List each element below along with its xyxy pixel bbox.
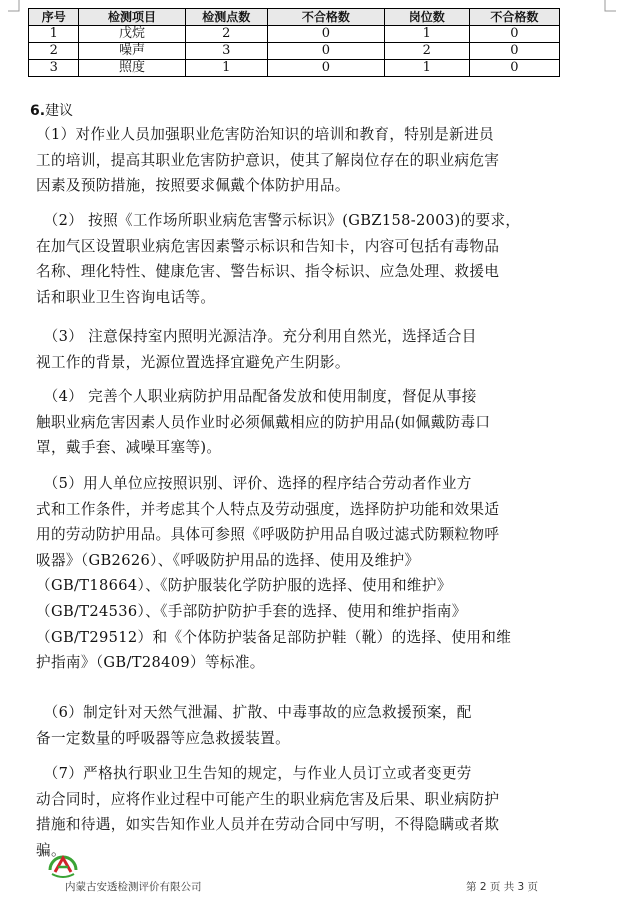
section-heading — [30, 100, 73, 120]
table-header-row — [29, 9, 560, 26]
footer-company-name: 内蒙古安透检测评价有限公司 — [65, 881, 202, 893]
text-line: 名称、理化特性、健康危害、警告标识、指令标识、应急处理、救援电 — [36, 263, 500, 281]
text-line: 措施和待遇，如实告知作业人员并在劳动合同中写明，不得隐瞒或者欺 — [36, 816, 500, 834]
text-line: 在加气区设置职业病危害因素警示标识和告知卡，内容可包括有毒物品 — [36, 237, 500, 255]
text-line: （7）严格执行职业卫生告知的规定，与作业人员订立或者变更劳 — [36, 765, 472, 782]
table-cell: 照度 — [79, 60, 185, 77]
text-line: 罩，戴手套、减噪耳塞等)。 — [36, 439, 222, 457]
table-cell: 2 — [29, 43, 79, 60]
text-line: 话和职业卫生咨询电话等。 — [36, 288, 216, 306]
col-header-unqualified-points: 不合格数 — [267, 9, 384, 26]
text-line: （6）制定针对天然气泄漏、扩散、中毒事故的应急救援预案，配 — [36, 704, 472, 721]
table-cell: 0 — [469, 43, 559, 60]
table-cell: 3 — [185, 43, 267, 60]
table-cell: 0 — [267, 43, 384, 60]
text-line: 因素及预防措施，按照要求佩戴个体防护用品。 — [36, 177, 350, 195]
table-row — [29, 60, 560, 77]
col-header-item: 检测项目 — [79, 9, 185, 26]
recommendation-1 — [36, 122, 591, 199]
table-cell: 0 — [469, 26, 559, 43]
page-footer — [0, 870, 623, 900]
text-line: 式和工作条件，并考虑其个人特点及劳动强度，选择防护功能和效果适 — [36, 500, 500, 518]
text-line: （3） 注意保持室内照明光源洁净。充分利用自然光，选择适合目 — [36, 328, 477, 345]
section-title: 建议 — [45, 103, 74, 119]
col-header-posts: 岗位数 — [384, 9, 469, 26]
text-line: 骗。 — [36, 841, 66, 859]
text-line: 护指南》（GB/T28409）等标准。 — [36, 654, 265, 672]
table-cell: 1 — [384, 60, 469, 77]
text-line: 触职业病危害因素人员作业时必须佩戴相应的防护用品(如佩戴防毒口 — [36, 413, 491, 431]
text-line: （5）用人单位应按照识别、评价、选择的程序结合劳动者作业方 — [36, 475, 472, 492]
col-header-points: 检测点数 — [185, 9, 267, 26]
recommendation-3 — [36, 324, 591, 375]
detection-results-table — [28, 8, 560, 77]
text-line: 视工作的背景，光源位置选择宜避免产生阴影。 — [36, 353, 350, 371]
table-row — [29, 43, 560, 60]
text-line: 动合同时，应将作业过程中可能产生的职业病危害及后果、职业病防护 — [36, 790, 500, 808]
crop-mark-top-left — [8, 0, 20, 12]
recommendation-2 — [36, 208, 591, 310]
table-cell: 戊烷 — [79, 26, 185, 43]
recommendation-4 — [36, 384, 591, 461]
footer-page-number: 第 2 页 共 3 页 — [466, 881, 539, 893]
table-cell: 3 — [29, 60, 79, 77]
text-line: 备一定数量的呼吸器等应急救援装置。 — [36, 729, 291, 747]
table-cell: 1 — [384, 26, 469, 43]
recommendation-6 — [36, 700, 591, 751]
table-cell: 0 — [469, 60, 559, 77]
recommendation-7 — [36, 761, 591, 863]
text-line: 吸器》（GB2626）、《呼吸防护用品的选择、使用及维护》 — [36, 551, 420, 569]
text-line: （1）对作业人员加强职业危害防治知识的培训和教育，特别是新进员 — [36, 126, 494, 143]
col-header-index: 序号 — [29, 9, 79, 26]
text-line: （GB/T18664）、《防护服装化学防护服的选择、使用和维护》 — [36, 577, 452, 595]
company-logo-icon — [46, 850, 80, 880]
table-cell: 噪声 — [79, 43, 185, 60]
table-cell: 1 — [29, 26, 79, 43]
table-cell: 2 — [185, 26, 267, 43]
text-line: （2） 按照《工作场所职业病危害警示标识》(GBZ158-2003)的要求， — [36, 212, 521, 229]
table-cell: 1 — [185, 60, 267, 77]
col-header-unqualified-posts: 不合格数 — [469, 9, 559, 26]
table-row — [29, 26, 560, 43]
text-line: （GB/T24536）、《手部防护防护手套的选择、使用和维护指南》 — [36, 602, 467, 620]
text-line: （GB/T29512）和《个体防护装备足部防护鞋（靴）的选择、使用和维 — [36, 628, 512, 646]
text-line: （4） 完善个人职业病防护用品配备发放和使用制度，督促从事接 — [36, 388, 477, 405]
recommendation-5 — [36, 471, 591, 676]
table-cell: 0 — [267, 26, 384, 43]
text-line: 用的劳动防护用品。具体可参照《呼吸防护用品自吸过滤式防颗粒物呼 — [36, 526, 500, 544]
text-line: 工的培训，提高其职业危害防护意识，使其了解岗位存在的职业病危害 — [36, 151, 500, 169]
table-cell: 2 — [384, 43, 469, 60]
section-number: 6. — [30, 103, 46, 119]
crop-mark-top-right — [604, 0, 616, 12]
table-cell: 0 — [267, 60, 384, 77]
